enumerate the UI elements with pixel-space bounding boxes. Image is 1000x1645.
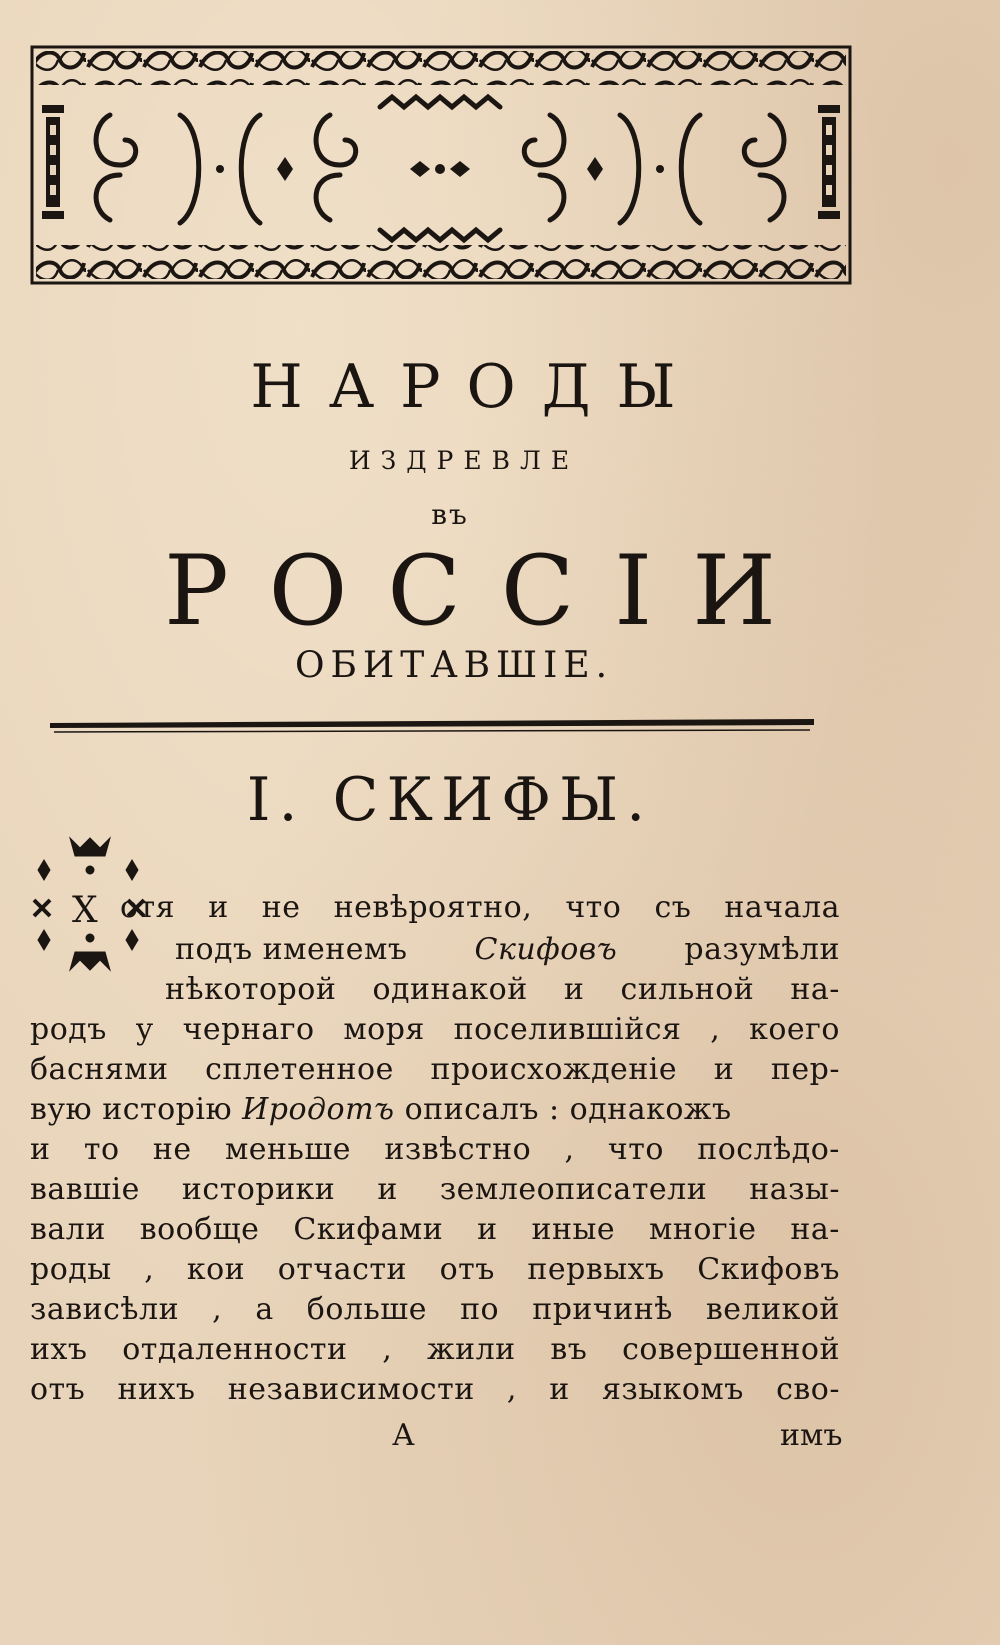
word: роды [30,1252,112,1287]
italic-name-herodotus: Иродотъ [242,1092,395,1127]
word: и [563,972,585,1007]
word: нихъ [117,1372,196,1407]
word: Скифовъ [697,1252,840,1287]
word: , [144,1252,155,1287]
signature-mark: А [392,1418,415,1453]
text-line [30,1170,840,1210]
word: иные [531,1212,616,1247]
word: чернаго [182,1012,315,1047]
word: больше [306,1292,427,1327]
word: у [135,1012,154,1047]
text-line [30,1050,840,1090]
word: по [460,1292,500,1327]
word: кои [186,1252,246,1287]
text-line [165,970,840,1010]
word: одинакой [372,972,528,1007]
word: невѣроятно, [333,890,533,925]
text-line [30,1010,840,1050]
word: меньше [224,1132,352,1167]
word: совершенной [622,1332,840,1367]
title-line-of-old: издревле [348,437,580,478]
word: съ [654,890,692,925]
word: сво- [776,1372,840,1407]
word: вали [30,1212,106,1247]
italic-name-scythians: Скифовъ [474,932,618,967]
text-line [30,1290,840,1330]
word: языкомъ [601,1372,744,1407]
word: и [377,1172,398,1207]
word: Скифами [293,1212,444,1247]
word: причинѣ [532,1292,673,1327]
word: извѣстно [384,1132,532,1167]
word: , [564,1132,575,1167]
drop-cap-letter: Х [72,890,98,931]
word: и [208,890,229,925]
word: , [710,1012,721,1047]
word: сплетенное [205,1052,394,1087]
word: не [152,1132,192,1167]
word: что [565,890,622,925]
word: отдаленности [122,1332,348,1367]
word: зависѣли [30,1292,180,1327]
word: отя [120,890,176,925]
word: великой [705,1292,840,1327]
title-line-russia: РОССІИ [164,535,816,647]
text-line: подъ именемъ Скифовъ разумѣли [175,930,840,970]
word: на- [790,972,840,1007]
word: и [549,1372,570,1407]
word: въ [550,1332,588,1367]
word: то [83,1132,120,1167]
word: баснями [30,1052,169,1087]
title-line-peoples: НАРОДЫ [250,352,702,422]
word: и [713,1052,735,1087]
word: , [212,1292,223,1327]
word: землеописатели [439,1172,708,1207]
word: сильной [620,972,755,1007]
word: и [477,1212,498,1247]
word: , [382,1332,393,1367]
word: отъ [439,1252,495,1287]
word: моря [343,1012,425,1047]
word: а [255,1292,274,1327]
chapter-heading: І. СКИФЫ. [246,765,654,835]
word: на- [790,1212,840,1247]
text-line [30,1330,840,1370]
word: историки [181,1172,336,1207]
text-line [30,1370,840,1410]
word: происхожденіе [430,1052,678,1087]
word: независимости [227,1372,475,1407]
text-line: вую исторію Иродотъ описалъ : однакожъ [30,1092,732,1127]
word: назы- [749,1172,840,1207]
word: первыхъ [527,1252,665,1287]
word: , [506,1372,517,1407]
text-line [30,1250,840,1290]
title-line-in: въ [431,498,469,531]
word: поселившійся [453,1012,682,1047]
word: коего [749,1012,840,1047]
word: пер- [770,1052,840,1087]
word: вавшіе [30,1172,140,1207]
text-line [120,888,840,928]
word: многіе [649,1212,757,1247]
word: отъ [30,1372,86,1407]
word: вообще [139,1212,260,1247]
word: начала [724,890,840,925]
word: не [261,890,301,925]
word: послѣдо- [697,1132,840,1167]
text-line [30,1210,840,1250]
catchword: имъ [780,1418,843,1453]
word: и [30,1132,51,1167]
word: что [607,1132,664,1167]
word: нѣкоторой [165,972,337,1007]
title-line-inhabited: ОБИТАВШІЕ. [294,645,614,686]
word: ихъ [30,1332,88,1367]
text-line [30,1130,840,1170]
word: отчасти [277,1252,407,1287]
word: жили [427,1332,516,1367]
word: родъ [30,1012,107,1047]
